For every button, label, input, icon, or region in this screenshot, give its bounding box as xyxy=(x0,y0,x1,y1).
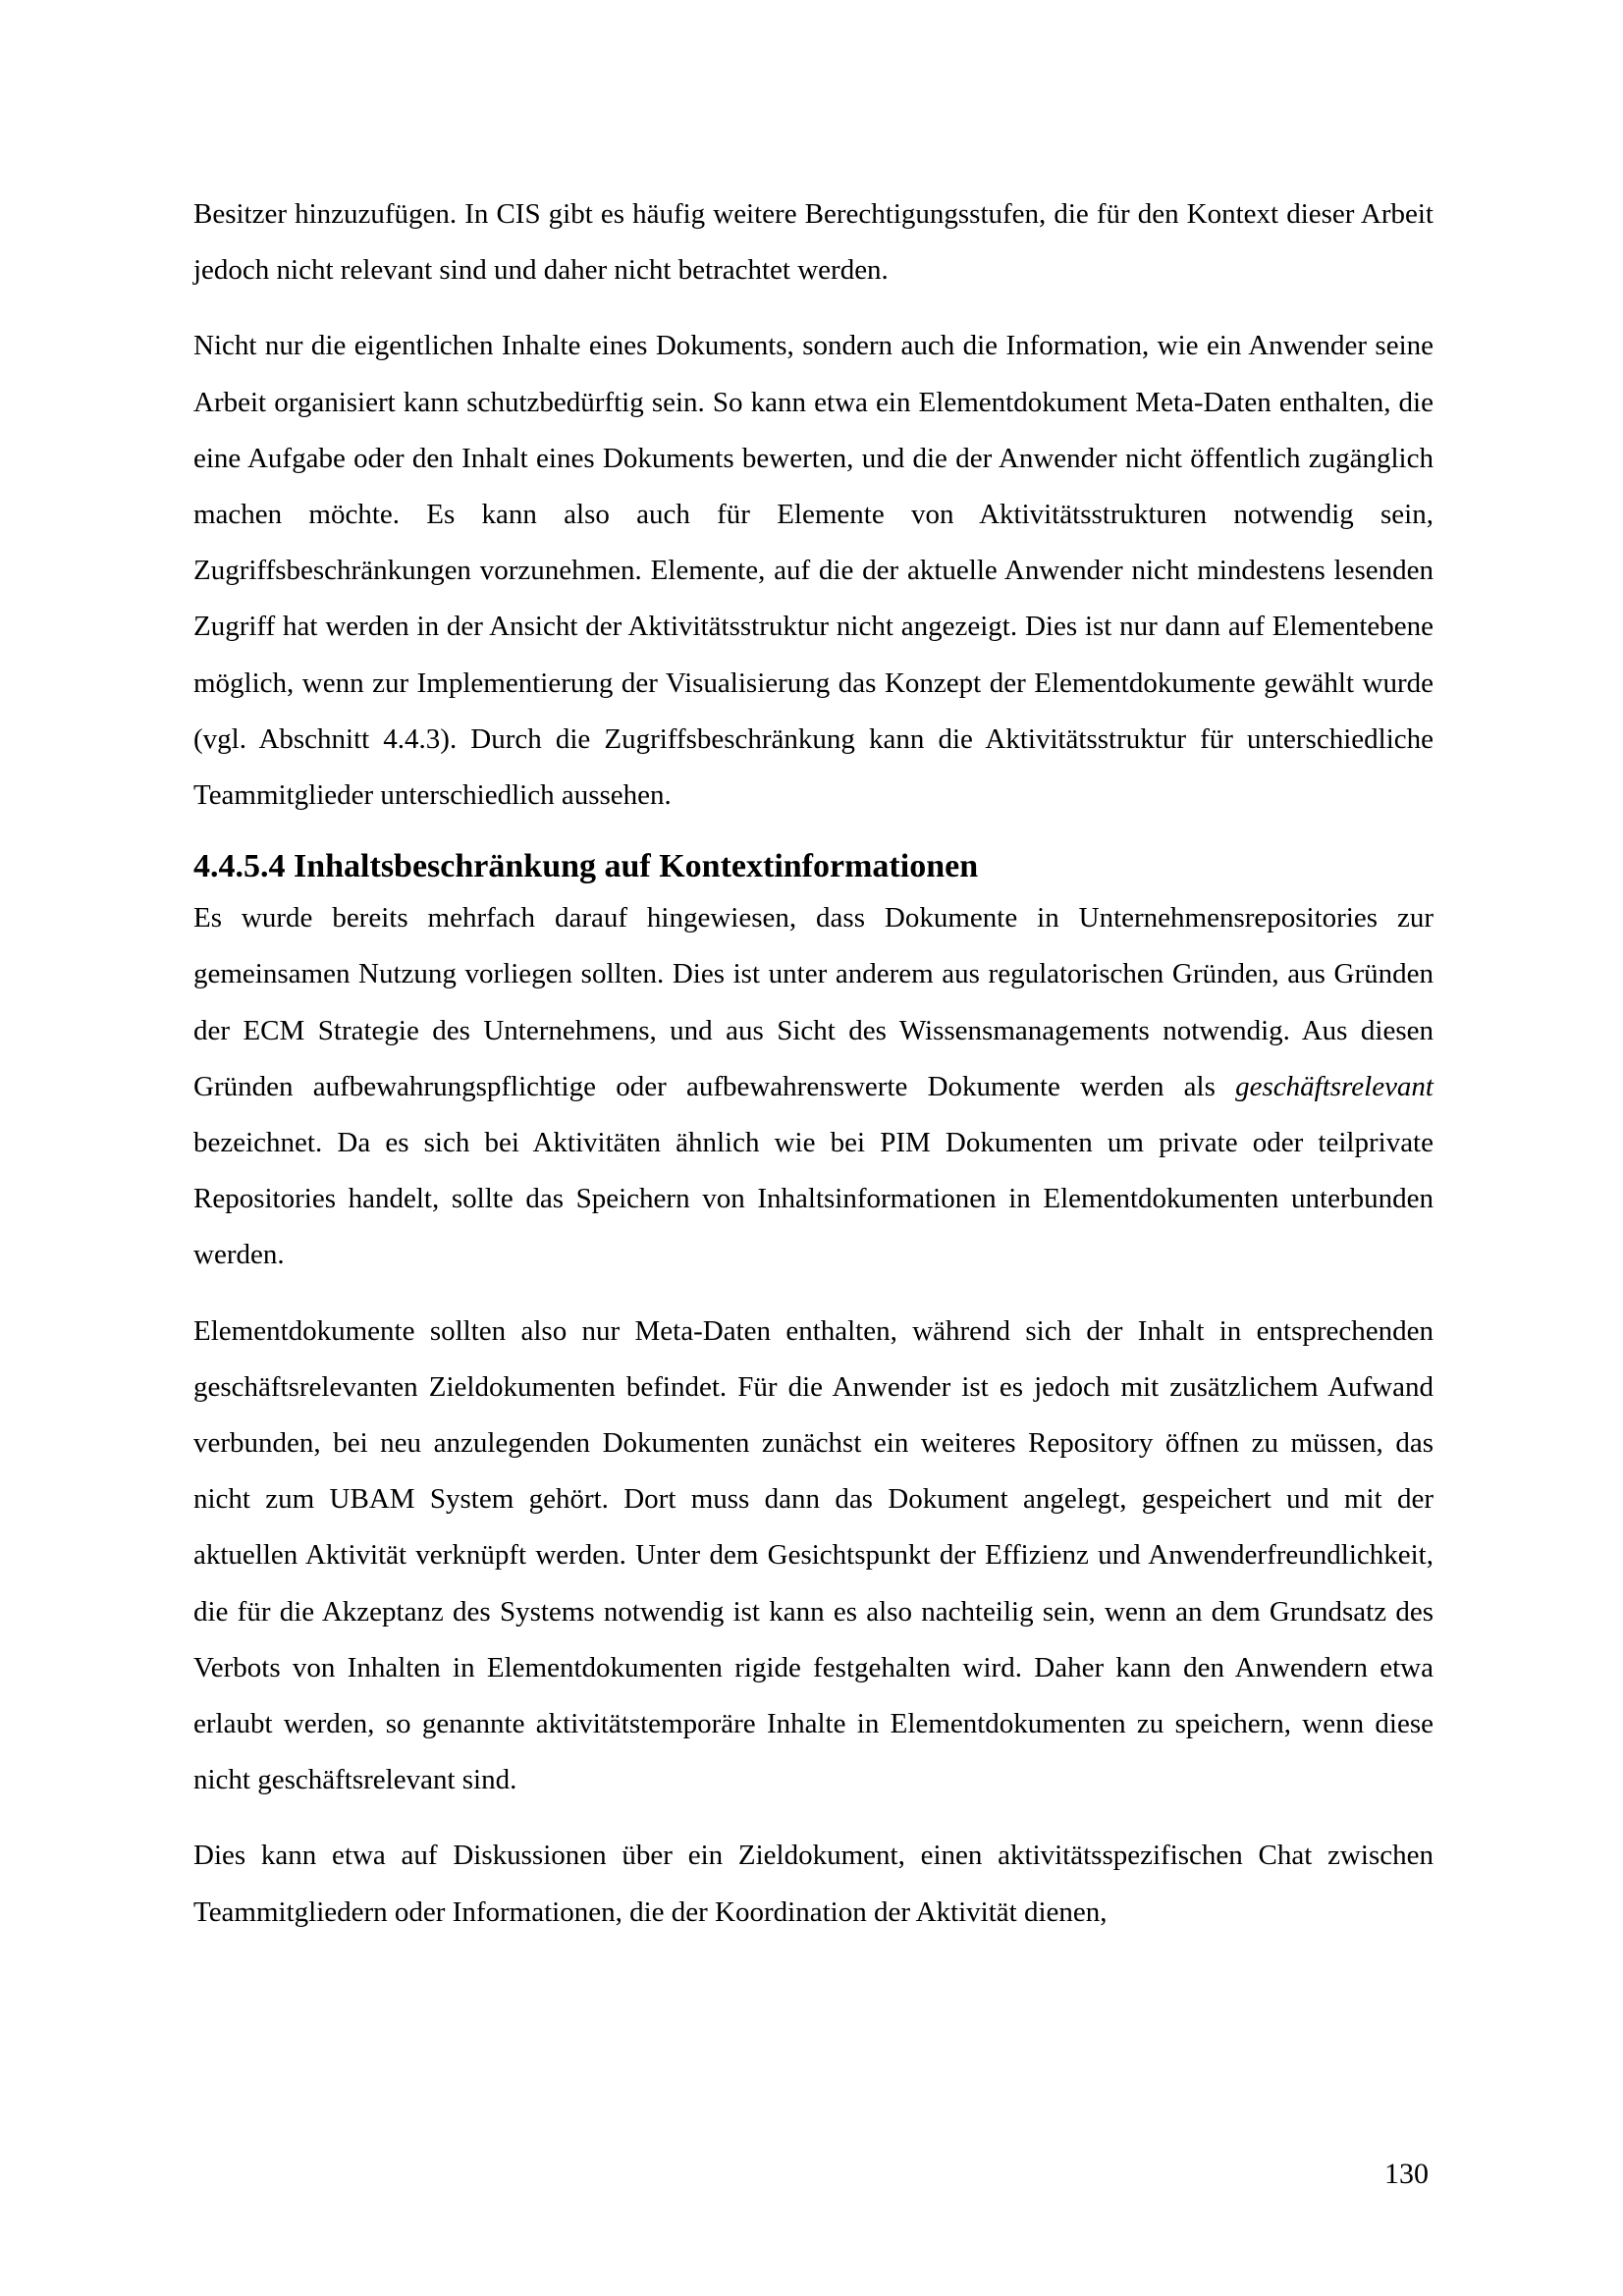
paragraph-text-start: Es wurde bereits mehrfach darauf hingewiesen, dass Dokumente in Unternehmensrepositories zur gemeinsamen Nutzung vorliegen sollten. Dies ist unter anderem aus regulatorischen Gründen, aus Gründen der ECM Strategie des Unternehmens, und aus Sicht des Wissensmanagements notwendig. Aus diesen Gründen aufbewahrungspflichtige oder aufbewahrenswerte Dokumente werden als xyxy=(193,902,1434,1102)
document-page xyxy=(193,187,1434,1960)
paragraph-business-relevant xyxy=(193,890,1434,1283)
paragraph-permissions-continued: Besitzer hinzuzufügen. In CIS gibt es häufig weitere Berechtigungsstufen, die für den Kontext dieser Arbeit jedoch nicht relevant sind und daher nicht betrachtet werden. xyxy=(193,198,1434,287)
paragraph-access-restriction: Nicht nur die eigentlichen Inhalte eines Dokuments, sondern auch die Information, wie ein Anwender seine Arbeit organisiert kann schutzbedürftig sein. So kann etwa ein Elementdokument Meta-Daten enthalten, die eine Aufgabe oder den Inhalt eines Dokuments bewerten, und die der Anwender nicht öffentlich zugänglich machen möchte. Es kann also auch für Elemente von Aktivitätsstrukturen notwendig sein, Zugriffsbeschränkungen vorzunehmen. Elemente, auf die der aktuelle Anwender nicht mindestens lesenden Zugriff hat werden in der Ansicht der Aktivitätsstruktur nicht angezeigt. Dies ist nur dann auf Elementebene möglich, wenn zur Implementierung der Visualisierung das Konzept der Elementdokumente gewählt wurde (vgl. Abschnitt 4.4.3). Durch die Zugriffsbeschränkung kann die Aktivitätsstruktur für unterschiedliche Teammitglieder unterschiedlich aussehen. xyxy=(193,330,1434,812)
paragraph-discussions: Dies kann etwa auf Diskussionen über ein Zieldokument, einen aktivitätsspezifischen Chat zwischen Teammitgliedern oder Informationen, die der Koordination der Aktivität dienen, xyxy=(193,1840,1434,1928)
paragraph-text-end: bezeichnet. Da es sich bei Aktivitäten ähnlich wie bei PIM Dokumenten um private oder teilprivate Repositories handelt, sollte das Speichern von Inhaltsinformationen in Elementdokumenten unterbunden werden. xyxy=(193,1127,1434,1271)
section-heading: 4.4.5.4 Inhaltsbeschränkung auf Kontextinformationen xyxy=(193,848,979,885)
paragraph-element-documents: Elementdokumente sollten also nur Meta-Daten enthalten, während sich der Inhalt in entsprechenden geschäftsrelevanten Zieldokumenten befindet. Für die Anwender ist es jedoch mit zusätzlichem Aufwand verbunden, bei neu anzulegenden Dokumenten zunächst ein weiteres Repository öffnen zu müssen, das nicht zum UBAM System gehört. Dort muss dann das Dokument angelegt, gespeichert und mit der aktuellen Aktivität verknüpft werden. Unter dem Gesichtspunkt der Effizienz und Anwenderfreundlichkeit, die für die Akzeptanz des Systems notwendig ist kann es also nachteilig sein, wenn an dem Grundsatz des Verbots von Inhalten in Elementdokumenten rigide festgehalten wird. Daher kann den Anwendern etwa erlaubt werden, so genannte aktivitätstemporäre Inhalte in Elementdokumenten zu speichern, wenn diese nicht geschäftsrelevant sind. xyxy=(193,1314,1434,1796)
italic-term: geschäftsrelevant xyxy=(1235,1070,1434,1102)
page-number: 130 xyxy=(1384,2158,1429,2190)
